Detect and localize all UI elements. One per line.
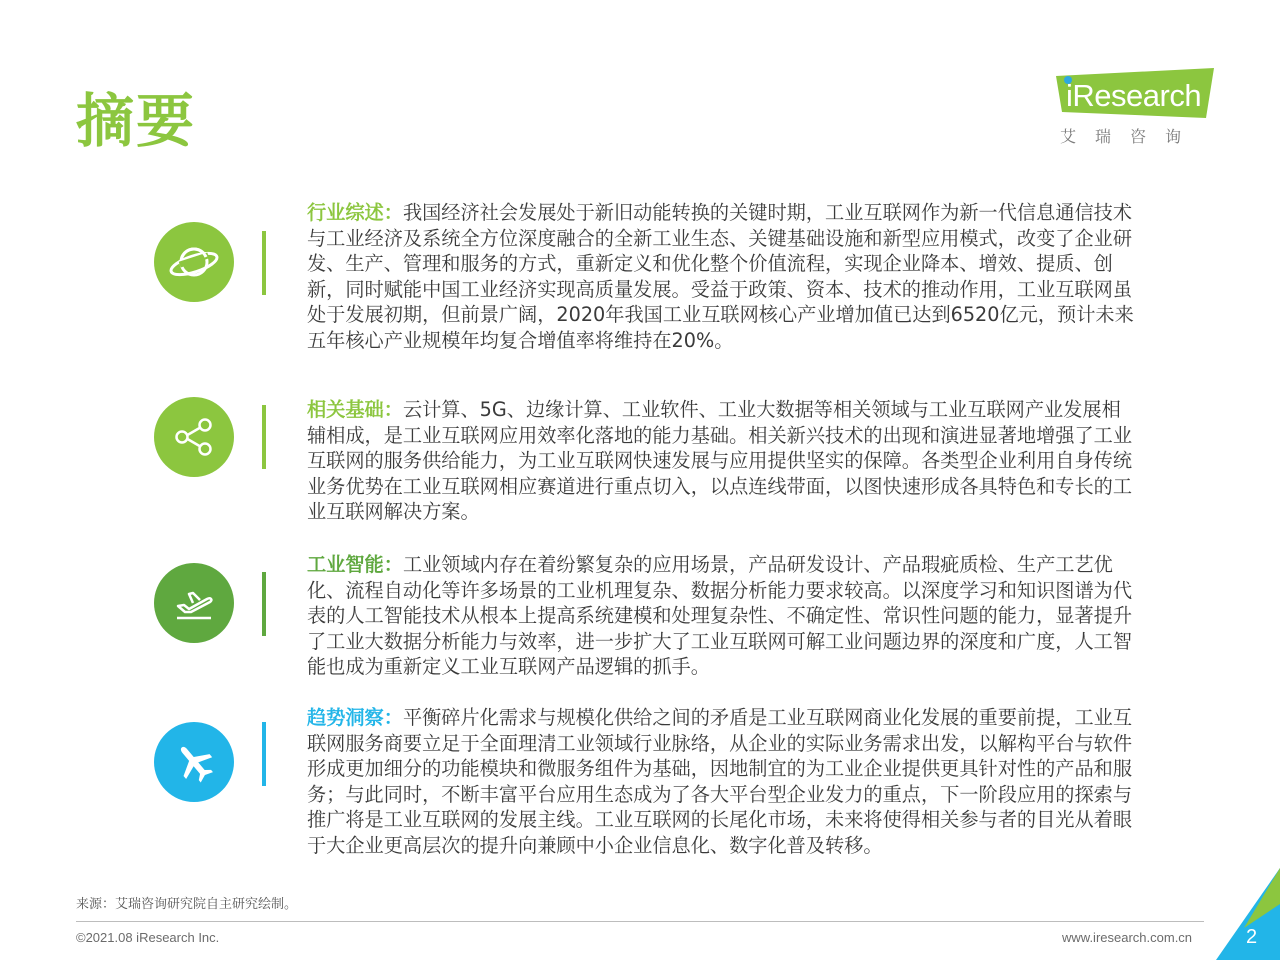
footer-divider <box>76 921 1204 922</box>
share-icon <box>167 410 221 464</box>
section-divider-bar <box>262 231 266 295</box>
page-number: 2 <box>1246 926 1258 948</box>
share-icon-circle <box>154 397 234 477</box>
section-paragraph <box>307 705 1137 859</box>
section-label: 趋势洞察： <box>307 706 403 729</box>
section-label: 行业综述： <box>307 201 403 224</box>
logo-wordmark <box>1066 78 1201 114</box>
plane-takeoff-icon <box>167 576 221 630</box>
section-text: 云计算、5G、边缘计算、工业软件、工业大数据等相关领域与工业互联网产业发展相辅相成，是工业互联网应用效率化落地的能力基础。相关新兴技术的出现和演进显著地增强了工业互联网的服务供给能力，为工业互联网快速发展与应用提供坚实的保障。各类型企业利用自身传统业务优势在工业互联网相应赛道进行重点切入，以点连线带面，以图快速形成各具特色和专长的工业互联网解决方案。 <box>307 398 1133 524</box>
section-text: 我国经济社会发展处于新旧动能转换的关键时期，工业互联网作为新一代信息通信技术与工业经济及系统全方位深度融合的全新工业生态、关键基础设施和新型应用模式，改变了企业研发、生产、管理和服务的方式，重新定义和优化整个价值流程，实现企业降本、增效、提质、创新，同时赋能中国工业经济实现高质量发展。受益于政策、资本、技术的推动作用，工业互联网虽处于发展初期，但前景广阔，2020年我国工业互联网核心产业增加值已达到6520亿元，预计未来五年核心产业规模年均复合增值率将维持在20%。 <box>307 201 1134 352</box>
section-paragraph <box>307 397 1137 525</box>
section-divider-bar <box>262 572 266 636</box>
section-label: 相关基础： <box>307 398 403 421</box>
section-divider-bar <box>262 722 266 786</box>
section-text: 平衡碎片化需求与规模化供给之间的矛盾是工业互联网商业化发展的重要前提，工业互联网服务商要立足于全面理清工业领域行业脉络，从企业的实际业务需求出发，以解构平台与软件形成更加细分的功能模块和微服务组件为基础，因地制宜的为工业企业提供更具针对性的产品和服务；与此同时，不断丰富平台应用生态成为了各大平台型企业发力的重点，下一阶段应用的探索与推广将是工业互联网的发展主线。工业互联网的长尾化市场，未来将使得相关参与者的目光从着眼于大企业更高层次的提升向兼顾中小企业信息化、数字化普及转移。 <box>307 706 1133 857</box>
section-text: 工业领域内存在着纷繁复杂的应用场景，产品研发设计、产品瑕疵质检、生产工艺优化、流程自动化等许多场景的工业机理复杂、数据分析能力要求较高。以深度学习和知识图谱为代表的人工智能技术从根本上提高系统建模和处理复杂性、不确定性、常识性问题的能力，显著提升了工业大数据分析能力与效率，进一步扩大了工业互联网可解工业问题边界的深度和广度，人工智能也成为重新定义工业互联网产品逻辑的抓手。 <box>307 553 1133 679</box>
logo-subtitle: 艾瑞咨询 <box>1060 127 1201 146</box>
airplane-icon <box>167 735 221 789</box>
source-note: 来源：艾瑞咨询研究院自主研究绘制。 <box>76 897 298 912</box>
logo-brand-text: Research <box>1072 78 1202 113</box>
section-paragraph <box>307 552 1137 680</box>
iresearch-logo <box>1056 66 1220 150</box>
airplane-icon-circle <box>154 722 234 802</box>
page-title: 摘要 <box>76 87 197 155</box>
planet-icon <box>167 235 221 289</box>
website-link[interactable]: www.iresearch.com.cn <box>1062 930 1193 945</box>
copyright-text: ©2021.08 iResearch Inc. <box>76 930 220 945</box>
plane-takeoff-icon-circle <box>154 563 234 643</box>
section-label: 工业智能： <box>307 553 403 576</box>
section-paragraph <box>307 200 1137 354</box>
logo-i-letter: i <box>1066 78 1073 113</box>
section-divider-bar <box>262 405 266 469</box>
planet-icon-circle <box>154 222 234 302</box>
